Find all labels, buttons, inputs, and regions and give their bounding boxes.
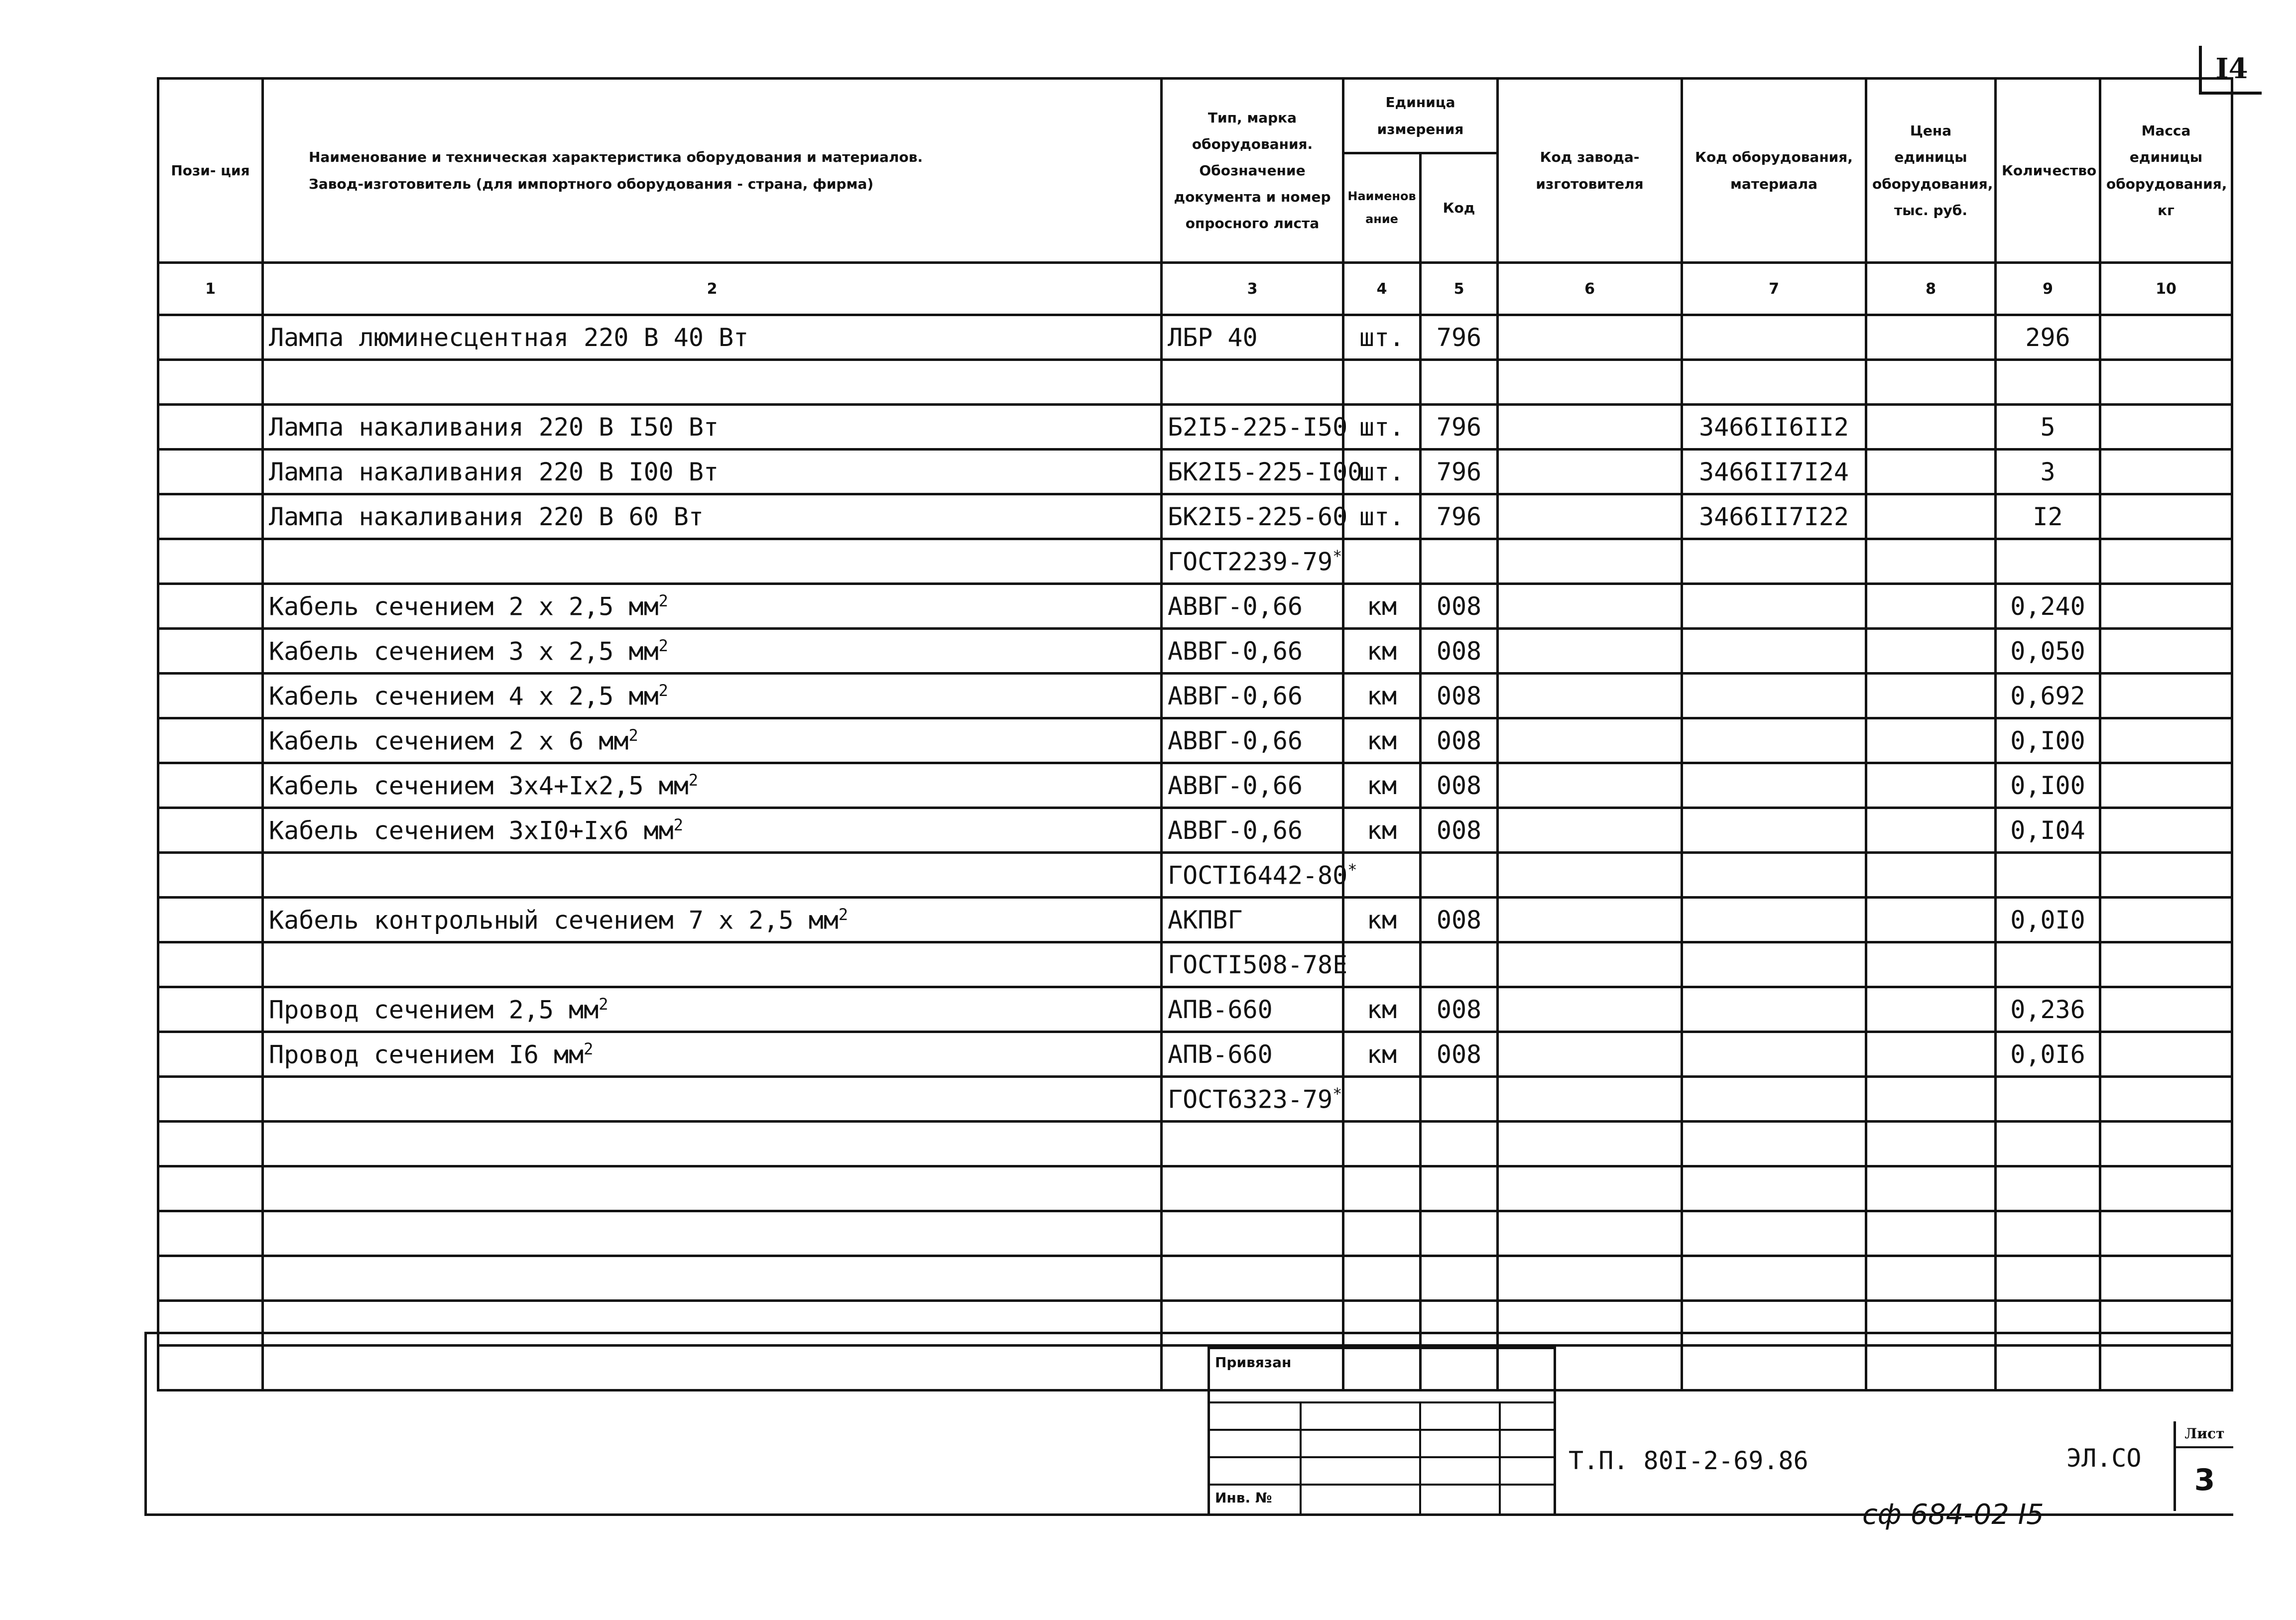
header-type: Тип, марка оборудования. Обозначение документа и номер опросного листа [1162, 79, 1343, 263]
cell-material-code [1682, 763, 1866, 808]
cell-quantity: 0,I00 [1996, 763, 2100, 808]
cell-mass [2100, 1077, 2232, 1122]
cell-name: Кабель сечением 3х4+Iх2,5 $мм^2$ [263, 763, 1162, 808]
cell-quantity [1996, 1166, 2100, 1211]
cell-name: Провод сечением 2,5 $мм^2$ [263, 987, 1162, 1032]
cell-quantity: 0,692 [1996, 674, 2100, 718]
cell-unit-code: 796 [1421, 405, 1498, 450]
cell-unit [1343, 942, 1421, 987]
cell-material-code [1682, 1032, 1866, 1077]
cell-name [263, 1077, 1162, 1122]
cell-position [158, 808, 263, 853]
cell-position [158, 629, 263, 674]
cell-quantity: 296 [1996, 315, 2100, 360]
cell-factory-code [1498, 360, 1682, 405]
cell-unit [1343, 1256, 1421, 1301]
stamp-line [1210, 1401, 1554, 1403]
cell-price [1866, 1122, 1996, 1166]
cell-mass [2100, 808, 2232, 853]
cell-position [158, 494, 263, 539]
cell-unit: км [1343, 763, 1421, 808]
cell-material-code: 3466II7I22 [1682, 494, 1866, 539]
cell-type [1162, 360, 1343, 405]
cell-price [1866, 763, 1996, 808]
cell-position [158, 898, 263, 942]
cell-material-code [1682, 1256, 1866, 1301]
cell-mass [2100, 763, 2232, 808]
cell-material-code [1682, 315, 1866, 360]
cell-quantity [1996, 942, 2100, 987]
cell-unit: шт. [1343, 405, 1421, 450]
cell-unit [1343, 1122, 1421, 1166]
header-unit-code: Код [1421, 153, 1498, 263]
cell-name: Лампа накаливания 220 В I00 Вт [263, 450, 1162, 494]
cell-price [1866, 1166, 1996, 1211]
cell-quantity: 0,050 [1996, 629, 2100, 674]
stamp-line [1210, 1456, 1554, 1458]
cell-unit [1343, 1211, 1421, 1256]
cell-factory-code [1498, 539, 1682, 584]
cell-type [1162, 1122, 1343, 1166]
table-row [158, 1256, 2232, 1301]
col-number: 5 [1421, 263, 1498, 315]
cell-name [263, 1211, 1162, 1256]
cell-unit: шт. [1343, 494, 1421, 539]
cell-mass [2100, 629, 2232, 674]
cell-factory-code [1498, 629, 1682, 674]
cell-factory-code [1498, 1032, 1682, 1077]
cell-unit-code [1421, 1256, 1498, 1301]
cell-name: Лампа накаливания 220 В I50 Вт [263, 405, 1162, 450]
cell-price [1866, 539, 1996, 584]
superscript: * [1332, 1084, 1342, 1103]
cell-unit: км [1343, 674, 1421, 718]
cell-unit: км [1343, 584, 1421, 629]
title-block-frame [144, 1332, 2233, 1516]
cell-mass [2100, 315, 2232, 360]
cell-factory-code [1498, 1256, 1682, 1301]
cell-mass [2100, 718, 2232, 763]
cell-price [1866, 853, 1996, 898]
cell-mass [2100, 898, 2232, 942]
cell-mass [2100, 584, 2232, 629]
cell-unit-code: 008 [1421, 987, 1498, 1032]
attachment-stamp [1208, 1347, 1556, 1516]
cell-name: Кабель сечением 3хI0+Iх6 $мм^2$ [263, 808, 1162, 853]
cell-price [1866, 315, 1996, 360]
cell-quantity [1996, 1077, 2100, 1122]
table-row [158, 674, 2232, 718]
cell-price [1866, 1256, 1996, 1301]
cell-position [158, 1256, 263, 1301]
superscript: 2 [628, 725, 638, 745]
cell-name: Лампа люминесцентная 220 В 40 Вт [263, 315, 1162, 360]
cell-position [158, 1166, 263, 1211]
cell-price [1866, 718, 1996, 763]
cell-mass [2100, 360, 2232, 405]
inventory-label: Инв. № [1215, 1490, 1272, 1506]
cell-factory-code [1498, 494, 1682, 539]
cell-unit [1343, 1166, 1421, 1211]
table-row [158, 1077, 2232, 1122]
cell-factory-code [1498, 898, 1682, 942]
cell-unit: км [1343, 1032, 1421, 1077]
cell-material-code [1682, 1166, 1866, 1211]
table-row [158, 315, 2232, 360]
cell-quantity: 5 [1996, 405, 2100, 450]
cell-unit-code: 008 [1421, 584, 1498, 629]
cell-material-code [1682, 584, 1866, 629]
table-row [158, 898, 2232, 942]
cell-price [1866, 898, 1996, 942]
header-factory-code: Код завода-изготовителя [1498, 79, 1682, 263]
col-number: 6 [1498, 263, 1682, 315]
table-row [158, 1211, 2232, 1256]
sheet-value: 3 [2194, 1463, 2215, 1498]
header-price: Цена единицы оборудования, тыс. руб. [1866, 79, 1996, 263]
cell-quantity: 0,240 [1996, 584, 2100, 629]
cell-name [263, 360, 1162, 405]
cell-type: ГОСТI6442-80* [1162, 853, 1343, 898]
document-code: ЭЛ.СО [2066, 1444, 2142, 1473]
cell-unit: км [1343, 808, 1421, 853]
cell-type: АВВГ-0,66 [1162, 584, 1343, 629]
cell-quantity [1996, 539, 2100, 584]
cell-position [158, 539, 263, 584]
superscript: 2 [658, 591, 668, 610]
document-designation: Т.П. 80I-2-69.86 [1569, 1446, 1809, 1475]
cell-quantity [1996, 1211, 2100, 1256]
table-row [158, 584, 2232, 629]
cell-factory-code [1498, 987, 1682, 1032]
specification-table [157, 77, 2233, 1391]
header-name: Наименование и техническая характеристика оборудования и материалов. Завод-изготовитель (для импортного оборудования - страна, фирма) [263, 79, 1162, 263]
table-row [158, 763, 2232, 808]
header-unit-name: Наименование [1343, 153, 1421, 263]
superscript: 2 [658, 636, 668, 655]
cell-quantity: I2 [1996, 494, 2100, 539]
cell-price [1866, 629, 1996, 674]
cell-quantity: 0,0I6 [1996, 1032, 2100, 1077]
cell-material-code [1682, 987, 1866, 1032]
table-row [158, 942, 2232, 987]
stamp-line [1210, 1429, 1554, 1431]
cell-type: АВВГ-0,66 [1162, 674, 1343, 718]
cell-mass [2100, 942, 2232, 987]
cell-position [158, 942, 263, 987]
cell-price [1866, 987, 1996, 1032]
table-row [158, 718, 2232, 763]
cell-factory-code [1498, 1077, 1682, 1122]
cell-mass [2100, 494, 2232, 539]
cell-position [158, 718, 263, 763]
cell-type [1162, 1166, 1343, 1211]
handwritten-note: сф 684-02 I5 [1862, 1499, 2044, 1531]
superscript: * [1347, 860, 1357, 879]
cell-material-code: 3466II6II2 [1682, 405, 1866, 450]
cell-unit-code: 008 [1421, 674, 1498, 718]
cell-type: АВВГ-0,66 [1162, 718, 1343, 763]
cell-type: ГОСТ2239-79* [1162, 539, 1343, 584]
cell-type [1162, 1256, 1343, 1301]
cell-mass [2100, 405, 2232, 450]
table-row [158, 539, 2232, 584]
cell-mass [2100, 674, 2232, 718]
cell-price [1866, 674, 1996, 718]
cell-factory-code [1498, 1122, 1682, 1166]
table-row [158, 494, 2232, 539]
table-row [158, 629, 2232, 674]
cell-factory-code [1498, 718, 1682, 763]
cell-type: БК2I5-225-I00 [1162, 450, 1343, 494]
col-number: 1 [158, 263, 263, 315]
cell-name [263, 853, 1162, 898]
stamp-line [1419, 1401, 1421, 1513]
cell-unit-code [1421, 853, 1498, 898]
cell-unit-code [1421, 360, 1498, 405]
cell-position [158, 763, 263, 808]
cell-unit-code: 008 [1421, 718, 1498, 763]
cell-type [1162, 1211, 1343, 1256]
cell-position [158, 584, 263, 629]
cell-name: Лампа накаливания 220 В 60 Вт [263, 494, 1162, 539]
cell-material-code [1682, 629, 1866, 674]
superscript: 2 [688, 770, 699, 790]
cell-factory-code [1498, 315, 1682, 360]
cell-mass [2100, 987, 2232, 1032]
superscript: 2 [838, 905, 848, 924]
cell-price [1866, 584, 1996, 629]
cell-factory-code [1498, 853, 1682, 898]
header-mass: Масса единицы оборудования, кг [2100, 79, 2232, 263]
cell-unit-code: 796 [1421, 494, 1498, 539]
cell-quantity [1996, 360, 2100, 405]
cell-unit-code: 796 [1421, 315, 1498, 360]
cell-unit: км [1343, 987, 1421, 1032]
cell-position [158, 1032, 263, 1077]
cell-material-code [1682, 360, 1866, 405]
header-material-code: Код оборудования, материала [1682, 79, 1866, 263]
cell-unit [1343, 1077, 1421, 1122]
cell-factory-code [1498, 1166, 1682, 1211]
cell-unit-code [1421, 539, 1498, 584]
cell-name [263, 539, 1162, 584]
header-position: Пози- ция [158, 79, 263, 263]
cell-unit [1343, 360, 1421, 405]
cell-factory-code [1498, 450, 1682, 494]
cell-material-code [1682, 942, 1866, 987]
cell-type: АПВ-660 [1162, 987, 1343, 1032]
cell-unit: шт. [1343, 450, 1421, 494]
col-number: 8 [1866, 263, 1996, 315]
cell-position [158, 987, 263, 1032]
cell-quantity: 3 [1996, 450, 2100, 494]
cell-quantity: 0,0I0 [1996, 898, 2100, 942]
cell-name [263, 942, 1162, 987]
cell-material-code [1682, 1077, 1866, 1122]
cell-unit-code [1421, 1166, 1498, 1211]
cell-price [1866, 450, 1996, 494]
table-row [158, 360, 2232, 405]
sheet-box [2174, 1421, 2233, 1511]
cell-position [158, 315, 263, 360]
cell-type: АКПВГ [1162, 898, 1343, 942]
cell-quantity: 0,236 [1996, 987, 2100, 1032]
cell-unit: км [1343, 718, 1421, 763]
cell-material-code [1682, 898, 1866, 942]
cell-name: Провод сечением I6 $мм^2$ [263, 1032, 1162, 1077]
stamp-line [1499, 1401, 1501, 1513]
cell-position [158, 853, 263, 898]
cell-material-code [1682, 1122, 1866, 1166]
header-quantity: Количество [1996, 79, 2100, 263]
table-row [158, 987, 2232, 1032]
cell-mass [2100, 1032, 2232, 1077]
cell-unit-code [1421, 1211, 1498, 1256]
cell-mass [2100, 1211, 2232, 1256]
attached-label: Привязан [1215, 1354, 1292, 1371]
cell-price [1866, 1032, 1996, 1077]
cell-position [158, 1122, 263, 1166]
cell-name [263, 1166, 1162, 1211]
cell-type: АВВГ-0,66 [1162, 629, 1343, 674]
cell-factory-code [1498, 763, 1682, 808]
cell-mass [2100, 450, 2232, 494]
cell-position [158, 1077, 263, 1122]
cell-material-code [1682, 808, 1866, 853]
cell-unit: км [1343, 898, 1421, 942]
cell-unit-code: 008 [1421, 763, 1498, 808]
cell-material-code [1682, 539, 1866, 584]
cell-type: АПВ-660 [1162, 1032, 1343, 1077]
col-number: 4 [1343, 263, 1421, 315]
cell-position [158, 674, 263, 718]
cell-factory-code [1498, 808, 1682, 853]
cell-type: ГОСТI508-78Е [1162, 942, 1343, 987]
cell-type: АВВГ-0,66 [1162, 808, 1343, 853]
cell-price [1866, 1211, 1996, 1256]
cell-price [1866, 942, 1996, 987]
superscript: * [1332, 546, 1342, 566]
cell-name: Кабель сечением 3 х 2,5 $мм^2$ [263, 629, 1162, 674]
cell-price [1866, 360, 1996, 405]
col-number: 7 [1682, 263, 1866, 315]
table-row [158, 405, 2232, 450]
cell-factory-code [1498, 674, 1682, 718]
cell-material-code [1682, 718, 1866, 763]
cell-type: ЛБР 40 [1162, 315, 1343, 360]
cell-mass [2100, 1166, 2232, 1211]
cell-quantity [1996, 1256, 2100, 1301]
cell-price [1866, 1077, 1996, 1122]
cell-unit: шт. [1343, 315, 1421, 360]
cell-quantity [1996, 1122, 2100, 1166]
cell-mass [2100, 1122, 2232, 1166]
sheet-label: Лист [2176, 1421, 2233, 1448]
cell-name: Кабель сечением 4 х 2,5 $мм^2$ [263, 674, 1162, 718]
superscript: 2 [658, 681, 668, 700]
cell-factory-code [1498, 942, 1682, 987]
table-row [158, 1032, 2232, 1077]
cell-material-code: 3466II7I24 [1682, 450, 1866, 494]
cell-unit [1343, 539, 1421, 584]
sheet-number: I4 [2199, 46, 2262, 95]
cell-type: АВВГ-0,66 [1162, 763, 1343, 808]
cell-quantity: 0,I04 [1996, 808, 2100, 853]
cell-material-code [1682, 1211, 1866, 1256]
cell-mass [2100, 853, 2232, 898]
cell-quantity [1996, 853, 2100, 898]
table-row [158, 1166, 2232, 1211]
col-number: 10 [2100, 263, 2232, 315]
cell-factory-code [1498, 584, 1682, 629]
table-row [158, 450, 2232, 494]
cell-unit-code [1421, 942, 1498, 987]
cell-name: Кабель контрольный сечением 7 х 2,5 $мм^2$ [263, 898, 1162, 942]
cell-mass [2100, 1256, 2232, 1301]
cell-price [1866, 494, 1996, 539]
cell-factory-code [1498, 405, 1682, 450]
cell-price [1866, 405, 1996, 450]
cell-position [158, 450, 263, 494]
col-number: 3 [1162, 263, 1343, 315]
cell-unit-code: 008 [1421, 898, 1498, 942]
cell-position [158, 1211, 263, 1256]
cell-type: ГОСТ6323-79* [1162, 1077, 1343, 1122]
cell-quantity: 0,I00 [1996, 718, 2100, 763]
cell-unit-code [1421, 1122, 1498, 1166]
header-unit-group: Единица измерения [1343, 79, 1498, 153]
cell-name [263, 1122, 1162, 1166]
cell-name: Кабель сечением 2 х 2,5 $мм^2$ [263, 584, 1162, 629]
cell-type: Б2I5-225-I50 [1162, 405, 1343, 450]
cell-material-code [1682, 674, 1866, 718]
cell-name: Кабель сечением 2 х 6 $мм^2$ [263, 718, 1162, 763]
cell-type: БК2I5-225-60 [1162, 494, 1343, 539]
cell-mass [2100, 539, 2232, 584]
table-row [158, 808, 2232, 853]
cell-factory-code [1498, 1211, 1682, 1256]
stamp-line [1210, 1484, 1554, 1486]
col-number: 9 [1996, 263, 2100, 315]
superscript: 2 [673, 815, 684, 834]
cell-material-code [1682, 853, 1866, 898]
cell-position [158, 360, 263, 405]
table-body [158, 315, 2232, 1390]
cell-unit-code [1421, 1077, 1498, 1122]
cell-unit-code: 008 [1421, 1032, 1498, 1077]
table-row [158, 853, 2232, 898]
cell-price [1866, 808, 1996, 853]
cell-unit: км [1343, 629, 1421, 674]
cell-unit-code: 008 [1421, 629, 1498, 674]
cell-position [158, 405, 263, 450]
superscript: 2 [584, 1039, 594, 1058]
cell-unit-code: 008 [1421, 808, 1498, 853]
table-row [158, 1122, 2232, 1166]
superscript: 2 [599, 994, 608, 1014]
cell-name [263, 1256, 1162, 1301]
col-number: 2 [263, 263, 1162, 315]
stamp-line [1300, 1401, 1302, 1513]
cell-unit-code: 796 [1421, 450, 1498, 494]
